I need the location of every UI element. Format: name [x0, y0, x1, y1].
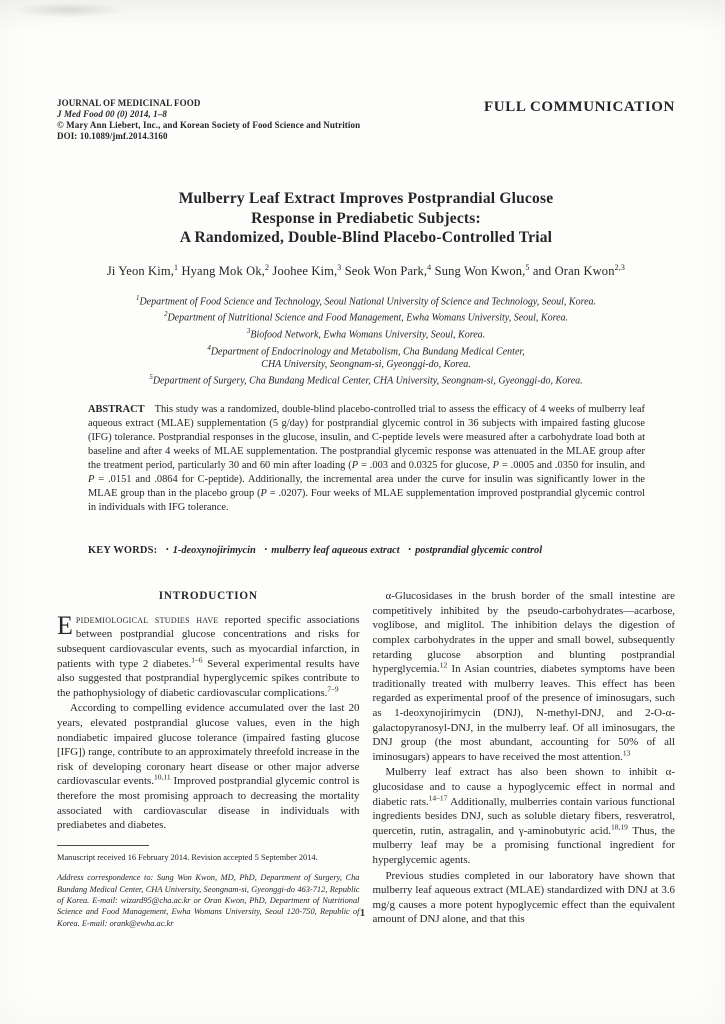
right-column	[373, 589, 676, 929]
affiliation-line-2: $^2$Department of Nutritional Science and Food Management, Ewha Womans University, Seoul, Korea.	[163, 310, 569, 324]
scan-artifact	[14, 2, 124, 18]
keywords-line	[88, 545, 645, 556]
keyword-item-1: 1-deoxynojirimycin	[172, 545, 256, 557]
affiliation-line-3: $^3$Biofood Network, Ewha Womans University, Seoul, Korea.	[246, 327, 486, 341]
article-type-label: FULL COMMUNICATION	[484, 99, 675, 115]
journal-citation: J Med Food 00 (0) 2014, 1–8	[57, 109, 167, 119]
title-line-2: Response in Prediabetic Subjects:	[251, 209, 481, 227]
introduction-heading: INTRODUCTION	[158, 590, 258, 603]
affiliation-line-6: $^5$Department of Surgery, Cha Bundang Medical Center, CHA University, Seongnam-si, Gyeonggi-do, Korea.	[149, 373, 583, 387]
bullet-icon: •	[165, 545, 169, 555]
abstract-label: ABSTRACT	[88, 404, 145, 416]
affiliation-line-5: CHA University, Seongnam-si, Gyeonggi-do, Korea.	[261, 358, 471, 370]
keywords-label: KEY WORDS:	[88, 545, 158, 557]
intro-paragraph-2: According to compelling evidence accumulated over the last 20 years, elevated postprandial glucose values, even in the high nondiabetic impaired glucose tolerance (impaired fasting glucose [IFG]) range, contribute to an approximately threefold increase in the risk of developing coronary heart disease or other major adverse cardiovascular events.$^{10,11}$ Improved postprandial glycemic control is therefore the most promising approach to decreasing the mortality associated with cardiovascular disease in individuals with prediabetes and diabetes.	[57, 702, 360, 832]
bullet-icon: •	[264, 545, 268, 555]
paper-title	[57, 189, 675, 248]
journal-name: JOURNAL OF MEDICINAL FOOD	[57, 98, 201, 108]
affiliation-line-1: $^1$Department of Food Science and Technology, Seoul National University of Science and Technology, Seoul, Korea.	[135, 293, 597, 307]
abstract-section	[88, 403, 645, 515]
manuscript-received-note: Manuscript received 16 February 2014. Revision accepted 5 September 2014.	[57, 852, 318, 862]
title-line-3: A Randomized, Double-Blind Placebo-Controlled Trial	[179, 229, 553, 246]
doi-line: DOI: 10.1089/jmf.2014.3160	[57, 131, 168, 141]
abstract-text: This study was a randomized, double-blind placebo-controlled trial to assess the efficacy of 4 weeks of mulberry leaf aqueous extract (MLAE) supplementation (5 g/day) for postprandial glycemic control in 36 subjects with impaired fasting glucose (IFG) tolerance. Postprandial responses in the glucose, insulin, and C-peptide levels were measured after a carbohydrate load both at baseline and after 4 weeks of MLAE supplementation. The postprandial glycemic response was attenuated in the MLAE group after the treatment period, particularly 30 and 60 min after loading (P = .003 and 0.0325 for glucose, P = .0005 and .0350 for insulin, and P = .0151 and .0864 for C-peptide). Additionally, the incremental area under the curve for insulin was significantly lower in the MLAE group than in the placebo group (P = .0207). Four weeks of MLAE supplementation improved postprandial glycemic control in individuals with IFG tolerance.	[88, 404, 645, 514]
body-paragraph-1: α-Glucosidases in the brush border of the small intestine are competitively inhibited by the pseudo-carbohydrates—acarbose, voglibose, and miglitol. The inhibition delays the digestion of complex carbohydrates in the upper and small bowel, subsequently retarding glucose absorption and blunting postprandial hyperglycemia.$^{12}$ In Asian countries, diabetes symptoms have been traditionally treated with mulberry leaves. This effect has been regarded as experimental proof of the presence of iminosugars, such as 1-deoxynojirimycin (DNJ), N-methyl-DNJ, and 2-O-α-galactopyranosyl-DNJ, in the mulberry leaf. Of all iminosugars, the DNJ group (the most abundant, accounting for 50% of all iminosugars) appears to have received the most attention.$^{13}$	[372, 590, 675, 763]
body-paragraph-3: Previous studies completed in our laboratory have shown that mulberry leaf aqueous extract (MLAE) standardized with DNJ at 3.6 mg/g causes a more potent hypoglycemic effect than the equivalent amount of DNJ alone, and that this	[372, 869, 675, 926]
correspondence-note: Address correspondence to: Sung Won Kwon, MD, PhD, Department of Surgery, Cha Bundang Medical Center, CHA University, Seongnam-si, Gyeonggi-do 463-712, Republic of Korea. E-mail: wizard95@cha.ac.kr or Oran Kwon, PhD, Department of Nutritional Science and Food Management, Ewha Womans University, Seoul 120-750, Republic of Korea. E-mail: orank@ewha.ac.kr	[57, 873, 360, 928]
affiliation-line-4: $^4$Department of Endocrinology and Metabolism, Cha Bundang Medical Center,	[207, 344, 525, 358]
affiliations-block	[57, 292, 675, 389]
authors-line: Ji Yeon Kim,$^1$ Hyang Mok Ok,$^2$ Joohee Kim,$^3$ Seok Won Park,$^4$ Sung Won Kwon,$^5$ and Oran Kwon$^{2,3}$	[106, 262, 626, 278]
page-number: 1	[359, 907, 366, 919]
keyword-item-2: mulberry leaf aqueous extract	[271, 545, 400, 557]
keyword-item-3: postprandial glycemic control	[415, 545, 543, 557]
body-paragraph-2: Mulberry leaf extract has also been shown to inhibit α-glucosidase and to cause a hypoglycemic effect in normal and diabetic rats.$^{14-17}$ Additionally, mulberries contain various functional ingredients besides DNJ, such as soluble dietary fibers, resveratrol, quercetin, rutin, astragalin, and γ-aminobutyric acid.$^{18,19}$ Thus, the mulberry leaf may be a promising functional ingredient for hyperglycemic agents.	[372, 766, 675, 866]
journal-header	[57, 98, 675, 142]
two-column-body	[57, 589, 675, 929]
bullet-icon: •	[408, 545, 412, 555]
left-column	[57, 589, 360, 929]
journal-info-block	[57, 98, 360, 142]
copyright-line: © Mary Ann Liebert, Inc., and Korean Society of Food Science and Nutrition	[57, 120, 361, 130]
intro-paragraph-1: Epidemiological studies have reported specific associations between postprandial glucose concentrations and risks for subsequent cardiovascular events, such as myocardial infarction, in patients with type 2 diabetes.$^{1-6}$ Several experimental results have also suggested that postprandial hyperglycemic spikes contribute to the pathophysiology of diabetic cardiovascular complications.$^{7-9}$	[57, 610, 360, 699]
title-line-1: Mulberry Leaf Extract Improves Postprandial Glucose	[178, 190, 554, 207]
footnote-rule	[57, 845, 149, 846]
page-footer	[0, 903, 725, 921]
